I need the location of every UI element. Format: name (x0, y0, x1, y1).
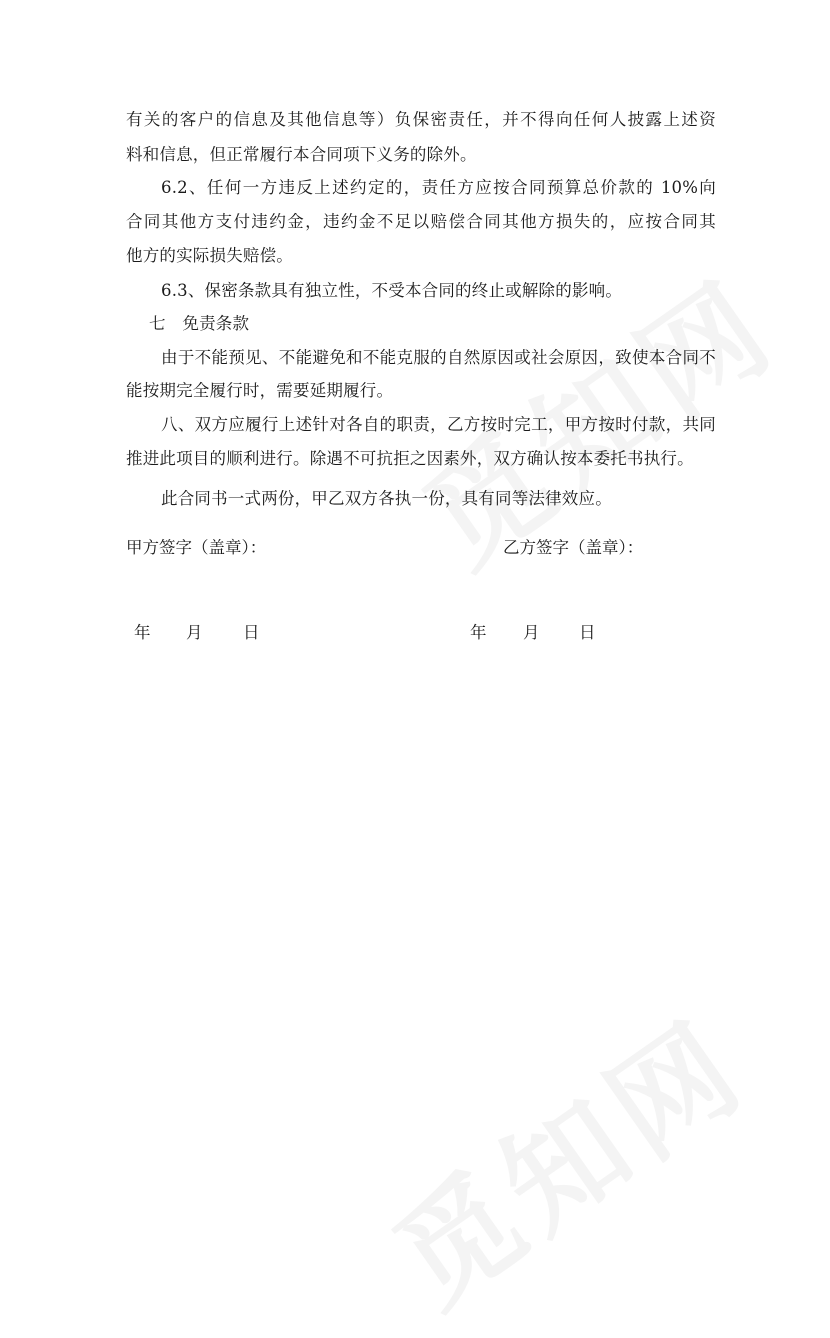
paragraph-line: 合同其他方支付违约金，违约金不足以赔偿合同其他方损失的，应按合同其 (126, 212, 716, 231)
party-a-signature-label: 甲方签字（盖章）： (126, 538, 267, 557)
party-b-signature-label: 乙方签字（盖章）： (503, 538, 644, 557)
paragraph-line: 料和信息，但正常履行本合同项下义务的除外。 (126, 145, 477, 164)
watermark (356, 974, 774, 1338)
day-label: 日 (579, 623, 596, 642)
paragraph-line: 推进此项目的顺利进行。除遇不可抗拒之因素外，双方确认按本委托书执行。 (126, 449, 694, 468)
paragraph-line: 由于不能预见、不能避免和不能克服的自然原因或社会原因，致使本合同不 (161, 348, 716, 367)
year-label: 年 (134, 623, 151, 642)
paragraph-line: 此合同书一式两份，甲乙双方各执一份，具有同等法律效应。 (161, 489, 612, 508)
paragraph-line: 有关的客户的信息及其他信息等）负保密责任，并不得向任何人披露上述资 (126, 110, 716, 129)
paragraph-line: 6.2、任何一方违反上述约定的，责任方应按合同预算总价款的 10%向 (161, 178, 716, 197)
paragraph-line: 6.3、保密条款具有独立性，不受本合同的终止或解除的影响。 (161, 281, 623, 300)
paragraph-line: 八、双方应履行上述针对各自的职责，乙方按时完工，甲方按时付款，共同 (161, 415, 716, 434)
year-label: 年 (470, 623, 487, 642)
paragraph-line: 能按期完全履行时，需要延期履行。 (126, 381, 394, 400)
month-label: 月 (523, 623, 540, 642)
month-label: 月 (186, 623, 203, 642)
day-label: 日 (243, 623, 260, 642)
section-heading: 七 免责条款 (149, 314, 250, 333)
paragraph-line: 他方的实际损失赔偿。 (126, 246, 293, 265)
